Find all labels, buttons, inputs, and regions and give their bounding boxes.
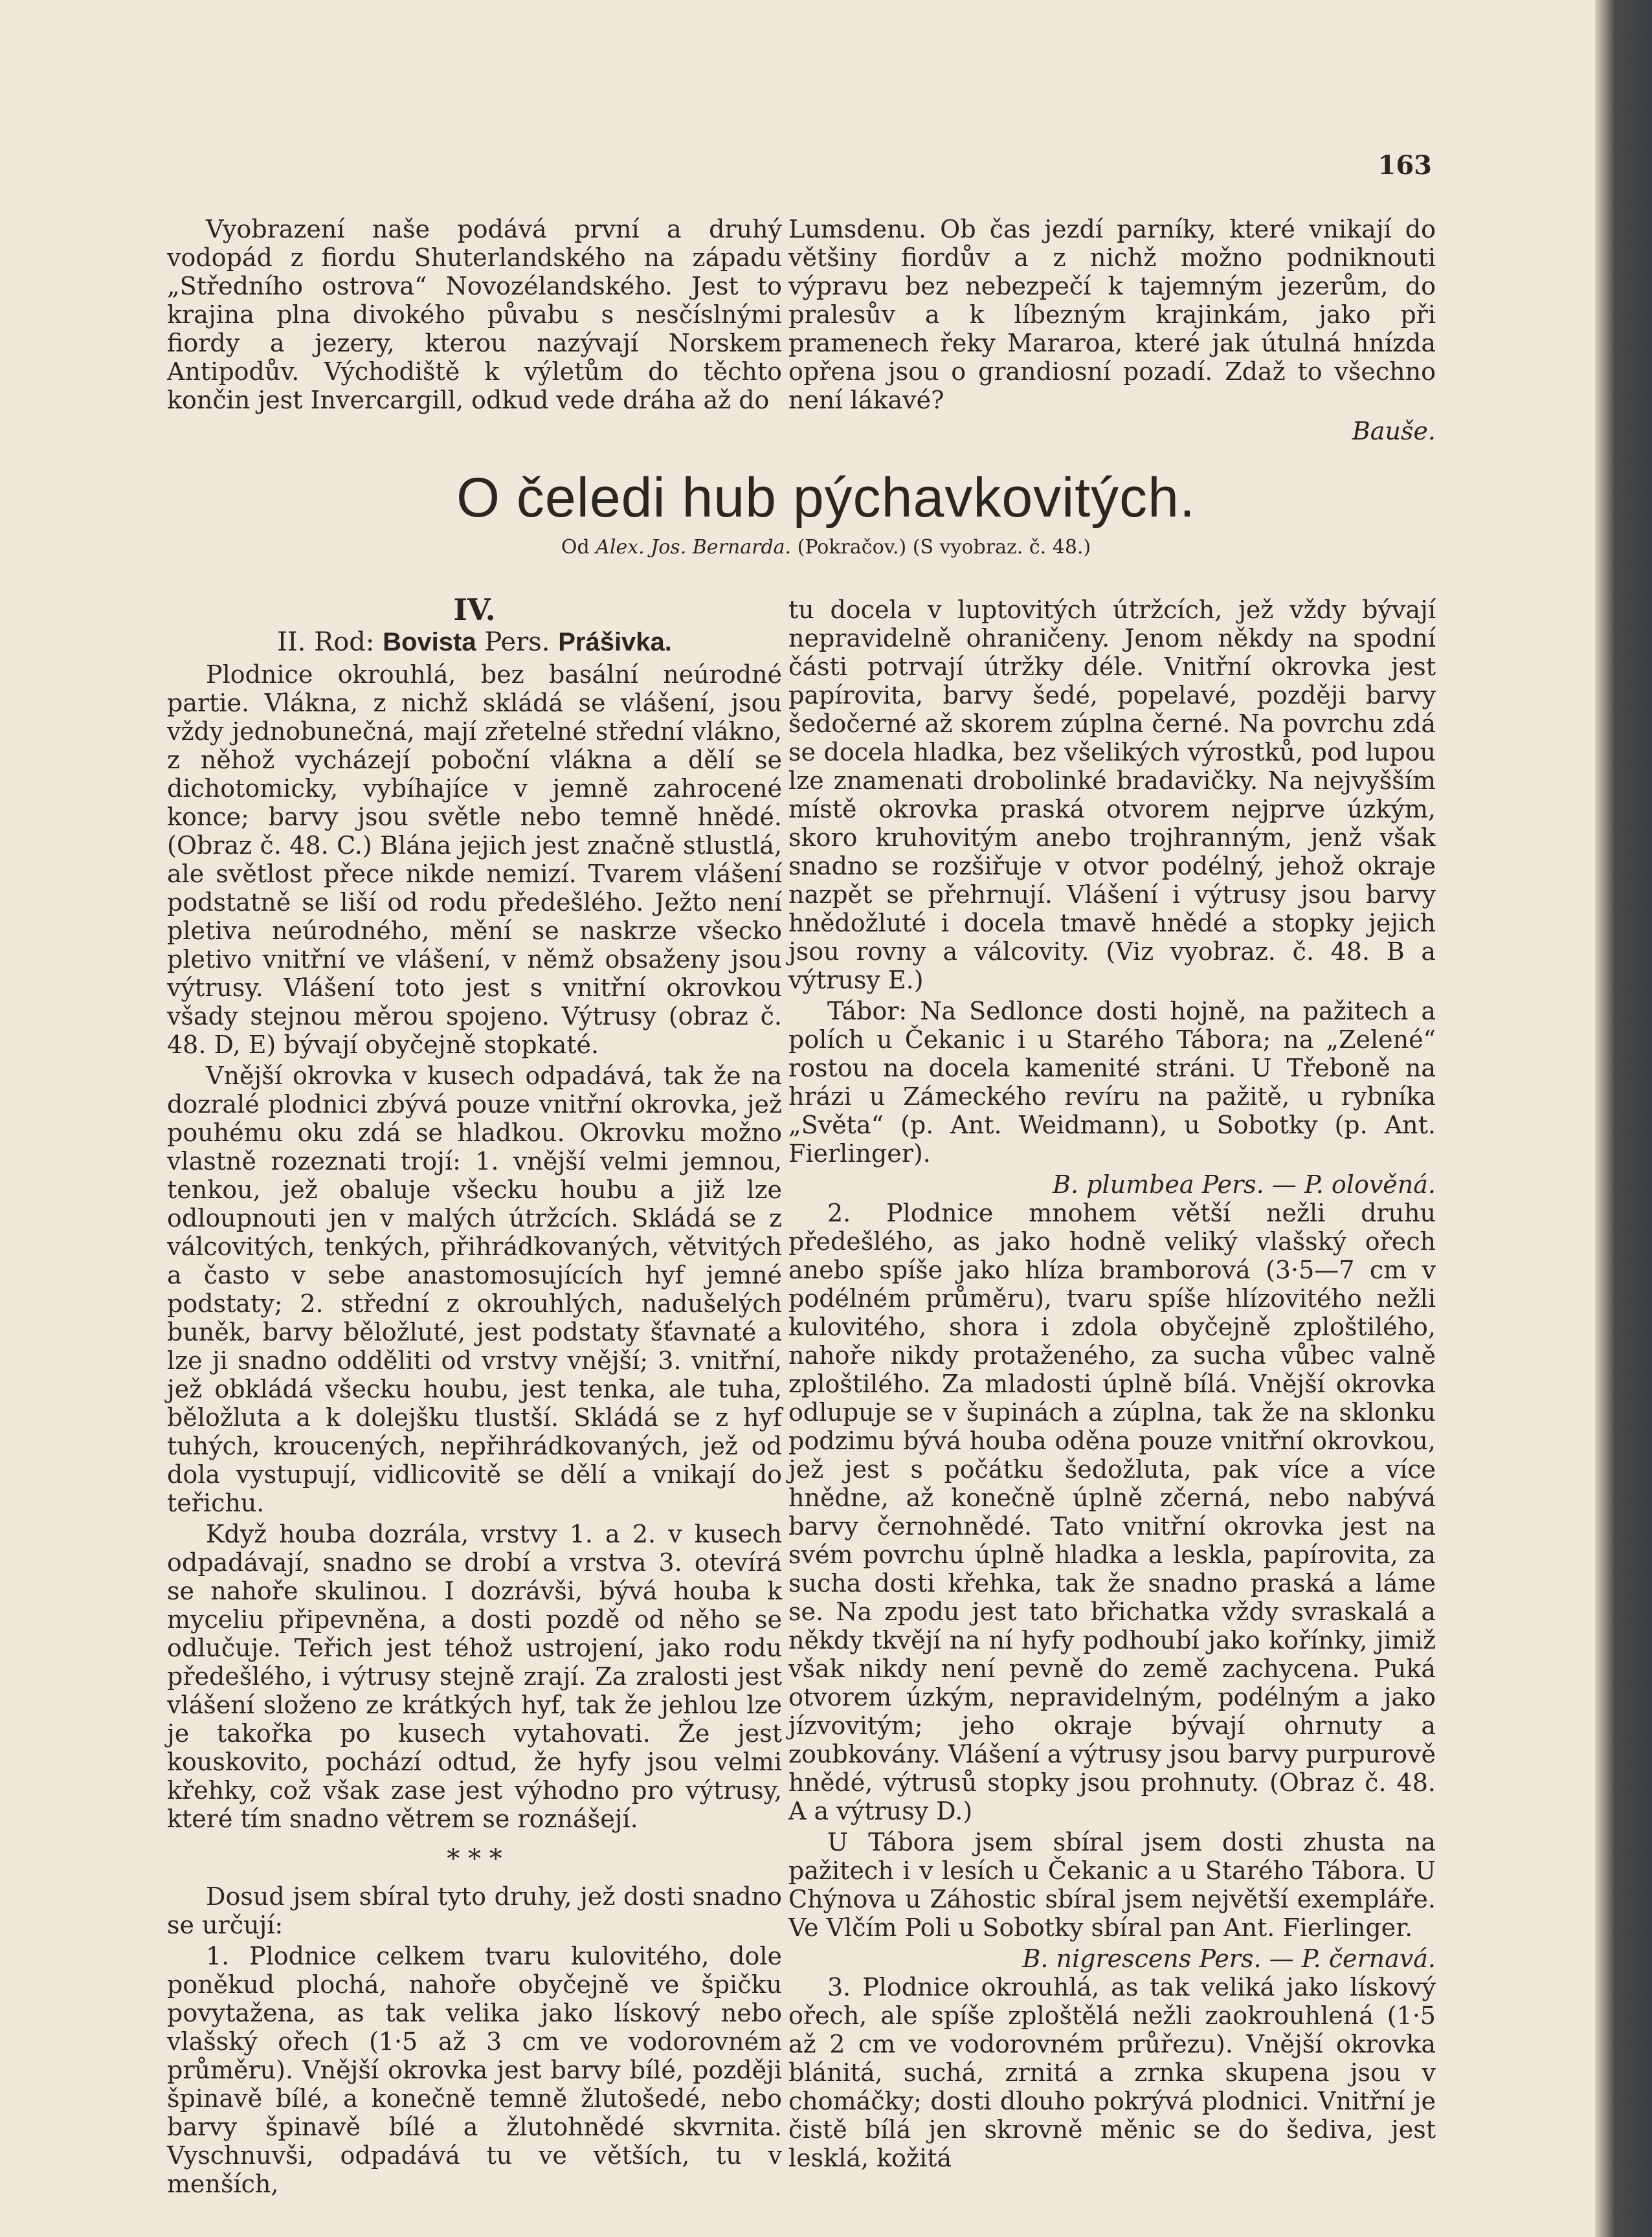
- paragraph: 2. Plodnice mnohem větší nežli druhu předešlého, as jako hodně veliký vlašský ořech anebo spíše jako hlíza bramborová (3·5—7 cm v podélném průměru), tvaru spíše hlízovitého nežli kulovitého, shora i zdola obyčejně zploštilého, nahoře nikdy protaženého, za sucha vůbec valně zploštilého. Za mladosti úplně bílá. Vnější okrovka odlupuje se v šupinách a zúplna, tak že na sklonku podzimu bývá houba oděna pouze vnitřní okrovkou, jež jest s počátku šedožluta, pak více a více hnědne, až konečně úplně zčerná, nebo nabývá barvy černohnědé. Tato vnitřní okrovka jest na svém povrchu úplně hladka a leskla, papírovita, za sucha dosti křehka, tak že snadno praská a láme se. Na zpodu jest tato břichatka vždy svraskalá a někdy tkvějí na ní hyfy podhoubí jako kořínky, jimiž však nikdy není pevně do země zachycena. Puká otvorem úzkým, nepravidelným, podélným a jako jízvovitým; jeho okraje bývají ohrnuty a zoubkovány. Vlášení a výtrusy jsou barvy purpurově hnědé, výtrusů stopky jsou prohnuty. (Obraz č. 48. A a výtrusy D.): [788, 1199, 1436, 1825]
- paragraph: U Tábora jsem sbíral jsem dosti zhusta na pažitech i v lesích u Čekanic a u Starého Tábora. U Chýnova u Záhostic sbíral jsem největší exempláře. Ve Vlčím Poli u Sobotky sbíral pan Ant. Fierlinger.: [788, 1828, 1436, 1942]
- binding-edge: [1595, 0, 1652, 2237]
- genus-heading: II. Rod: Bovista Pers. Prášivka.: [277, 627, 672, 657]
- page-number: 163: [1378, 150, 1432, 181]
- intro-right-paragraph: Lumsdenu. Ob čas jezdí parníky, které vnikají do většiny fiordův a z nichž možno podniknouti výpravu bez nebezpečí k tajemným jezerům, do pralesův a k líbezným krajinkám, jako při pramenech řeky Mararoa, které jak útulná hnízda opřena jsou o grandiosní pozadí. Zdaž to všechno není lákavé?: [788, 215, 1436, 414]
- intro-right-column: [788, 215, 1436, 445]
- article-left-column: [167, 592, 782, 2201]
- paragraph: tu docela v luptovitých útržcích, jež vždy bývají nepravidelně ohraničeny. Jenom někdy na spodní části potrvají útržky déle. Vnitřní okrovka jest papírovita, barvy šedé, popelavé, později barvy šedočerné až skorem zúplna černé. Na povrchu zdá se docela hladka, bez všelikých výrostků, pod lupou lze znamenati drobolinké bradavičky. Na nejvyšším místě okrovka praská otvorem nejprve úzkým, skoro kruhovitým anebo trojhranným, jenž však snadno se rozšiřuje v otvor podélný, jehož okraje nazpět se přehrnují. Vlášení i výtrusy jsou barvy hnědožluté i docela tmavě hnědé a stopky jejich jsou rovny a válcovity. (Viz vyobraz. č. 48. B a výtrusy E.): [788, 595, 1436, 994]
- species-name: B. nigrescens Pers. — P. černavá.: [1022, 1944, 1436, 1973]
- paragraph: Tábor: Na Sedlonce dosti hojně, na pažitech a polích u Čekanic i u Starého Tábora; na „Zelené“ rostou na docela kamenité stráni. U Třeboně na hrázi u Zámeckého revíru na pažitě, u rybníka „Světa“ (p. Ant. Weidmann), u Sobotky (p. Ant. Fierlinger).: [788, 997, 1436, 1168]
- byline: Od Alex. Jos. Bernarda. (Pokračov.) (S vyobraz. č. 48.): [561, 536, 1091, 559]
- paragraph: Plodnice okrouhlá, bez basální neúrodné partie. Vlákna, z nichž skládá se vlášení, jsou vždy jednobunečná, mají zřetelné střední vlákno, z něhož vycházejí poboční vlákna a dělí se dichotomicky, vybíhajíce v jemně zahrocené konce; barvy jsou světle nebo temně hnědé. (Obraz č. 48. C.) Blána jejich jest značně stlustlá, ale světlost přece nikde nemizí. Tvarem vlášení podstatně se liší od rodu předešlého. Ježto není pletiva neúrodného, mění se naskrze všecko pletivo vnitřní ve vlášení, v němž obsaženy jsou výtrusy. Vlášení toto jest s vnitřní okrovkou všady stejnou měrou spojeno. Výtrusy (obraz č. 48. D, E) bývají obyčejně stopkaté.: [167, 660, 782, 1059]
- article-title: O čeledi hub pýchavkovitých.: [456, 467, 1196, 529]
- intro-left-paragraph: Vyobrazení naše podává první a druhý vodopád z fiordu Shuterlandského na západu „Středního ostrova“ Novozélandského. Jest to krajina plna divokého půvabu s nesčíslnými fiordy a jezery, kterou nazývají Norskem Antipodův. Východiště k výletům do těchto končin jest Invercargill, odkud vede dráha až do: [167, 215, 782, 414]
- section-divider: [647, 414, 893, 423]
- article-right-column: [788, 595, 1436, 2175]
- author-name: Alex. Jos. Bernarda.: [596, 536, 792, 559]
- paragraph: Vnější okrovka v kusech odpadává, tak že na dozralé plodnici zbývá pouze vnitřní okrovka, jež pouhému oku zdá se hladkou. Okrovku možno vlastně rozeznati trojí: 1. vnější velmi jemnou, tenkou, jež obaluje všecku houbu a již lze odloupnouti jen v malých útržcích. Skládá se z válcovitých, tenkých, přihrádkovaných, větvitých a často v sebe anastomosujících hyf jemné podstaty; 2. střední z okrouhlých, nadušelých buněk, barvy běložluté, jest podstaty šťavnaté a lze ji snadno odděliti od vrstvy vnější; 3. vnitřní, jež obkládá všecku houbu, jest tenka, ale tuha, běložluta a k dolejšku tlustší. Skládá se z hyf tuhých, kroucených, nepřihrádkovaných, jež od dola vystupují, vidlicovitě se dělí a vnikají do teřichu.: [167, 1062, 782, 1517]
- paragraph: Když houba dozrála, vrstvy 1. a 2. v kusech odpadávají, snadno se drobí a vrstva 3. otevírá se nahoře skulinou. I dozrávši, bývá houba k myceliu připevněna, a dosti pozdě od něho se odlučuje. Teřich jest téhož ustrojení, jako rodu předešlého, i výtrusy stejně zrají. Za zralosti jest vlášení složeno ze krátkých hyf, tak že jehlou lze je takořka po kusech vytahovati. Že jest kouskovito, pochází odtud, že hyfy jsou velmi křehky, což však zase jest výhodno pro výtrusy, které tím snadno větrem se roznášejí.: [167, 1520, 782, 1833]
- paragraph: 1. Plodnice celkem tvaru kulovitého, dole poněkud plochá, nahoře obyčejně ve špičku povytažena, as tak velika jako lískový nebo vlašský ořech (1·5 až 3 cm ve vodorovném průměru). Vnější okrovka jest barvy bílé, později špinavě bílé, a konečně temně žlutošedé, nebo barvy špinavě bílé a žlutohnědé skvrnita. Vyschnuvši, odpadává tu ve větších, tu v menších,: [167, 1942, 782, 2198]
- intro-left-column: [167, 215, 782, 417]
- paragraph: 3. Plodnice okrouhlá, as tak veliká jako lískový ořech, ale spíše zploštělá nežli zaokrouhlená (1·5 až 2 cm ve vodorovném průřezu). Vnější okrovka blánitá, suchá, zrnitá a zrnka skupena jsou v chomáčky; dosti dlouho pokrývá plodnici. Vnitřní je čistě bílá jen skrovně měnic se do šediva, jest lesklá, kožitá: [788, 1973, 1436, 2172]
- author-signature: Bauše.: [1352, 417, 1436, 445]
- species-name: B. plumbea Pers. — P. olověná.: [1053, 1170, 1436, 1199]
- section-stars: * * *: [447, 1844, 502, 1874]
- part-number: IV.: [453, 592, 496, 627]
- paragraph: Dosud jsem sbíral tyto druhy, jež dosti snadno se určují:: [167, 1882, 782, 1939]
